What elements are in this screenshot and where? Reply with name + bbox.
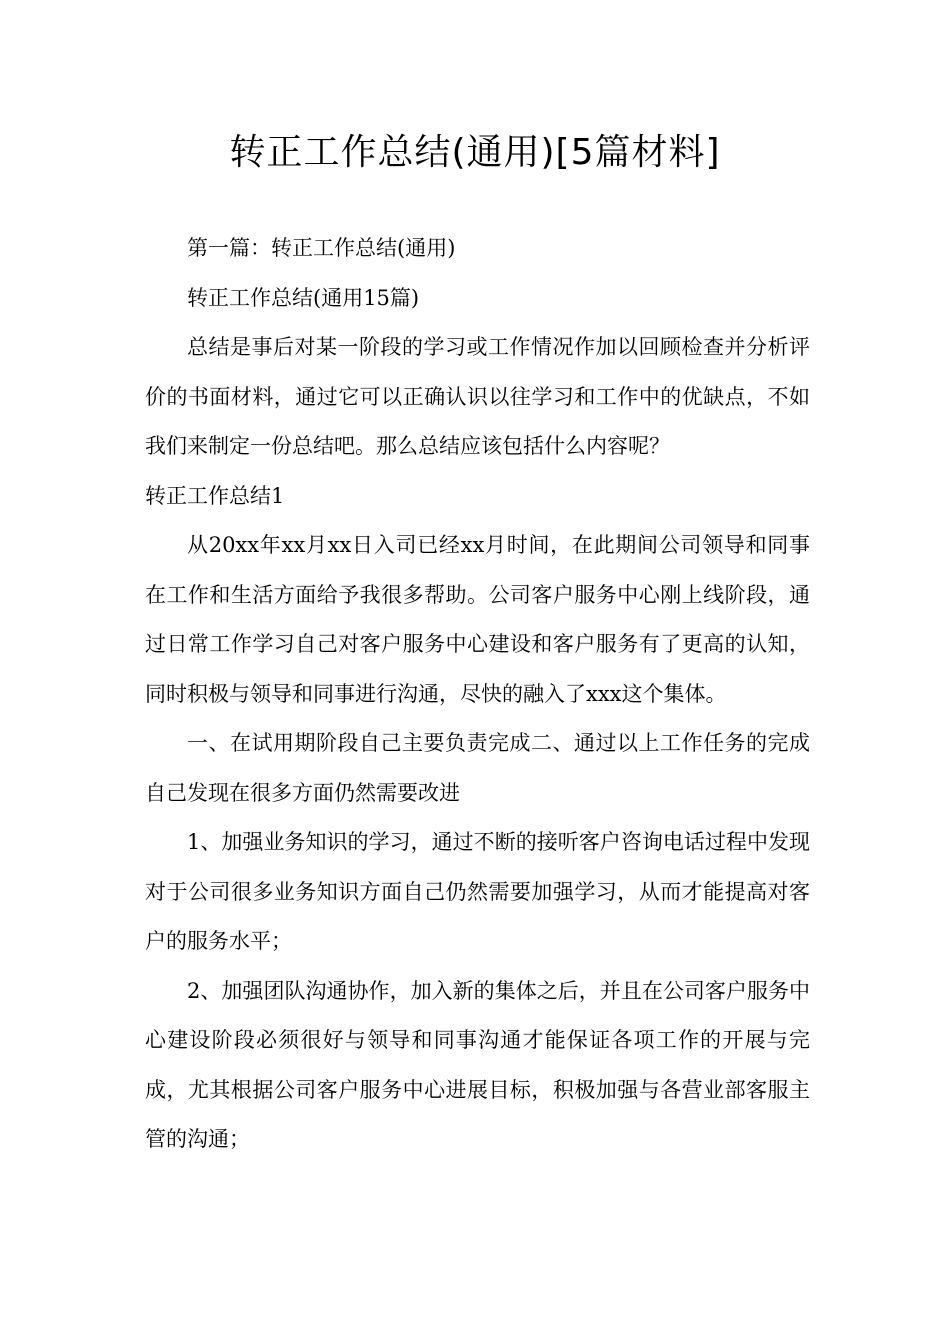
subsection-heading: 转正工作总结(通用15篇) xyxy=(187,285,420,310)
section-heading: 第一篇：转正工作总结(通用) xyxy=(187,236,456,260)
document-title: 转正工作总结(通用)[5篇材料] xyxy=(229,132,721,173)
list-item: 1、加强业务知识的学习，通过不断的接听客户咨询电话过程中发现对于公司很多业务知识方面自己仍然需要加强学习，从而才能提高对客户的服务水平； xyxy=(145,830,810,953)
intro-paragraph: 总结是事后对某一阶段的学习或工作情况作加以回顾检查并分析评价的书面材料，通过它可以正确认识以往学习和工作中的优缺点，不如我们来制定一份总结吧。那么总结应该包括什么内容呢？ xyxy=(145,335,810,458)
list-item: 2、加强团队沟通协作，加入新的集体之后，并且在公司客户服务中心建设阶段必须很好与领导和同事沟通才能保证各项工作的开展与完成，尤其根据公司客户服务中心进展目标，积极加强与各营业部客服主管的沟通； xyxy=(145,978,810,1151)
document-body xyxy=(145,224,810,1165)
body-paragraph: 从20xx年xx月xx日入司已经xx月时间，在此期间公司领导和同事在工作和生活方面给予我很多帮助。公司客户服务中心刚上线阶段，通过日常工作学习自己对客户服务中心建设和客户服务有了更高的认知，同时积极与领导和同事进行沟通，尽快的融入了xxx这个集体。 xyxy=(145,533,810,706)
body-paragraph: 一、在试用期阶段自己主要负责完成二、通过以上工作任务的完成自己发现在很多方面仍然需要改进 xyxy=(145,731,810,805)
summary-heading: 转正工作总结1 xyxy=(145,483,285,508)
